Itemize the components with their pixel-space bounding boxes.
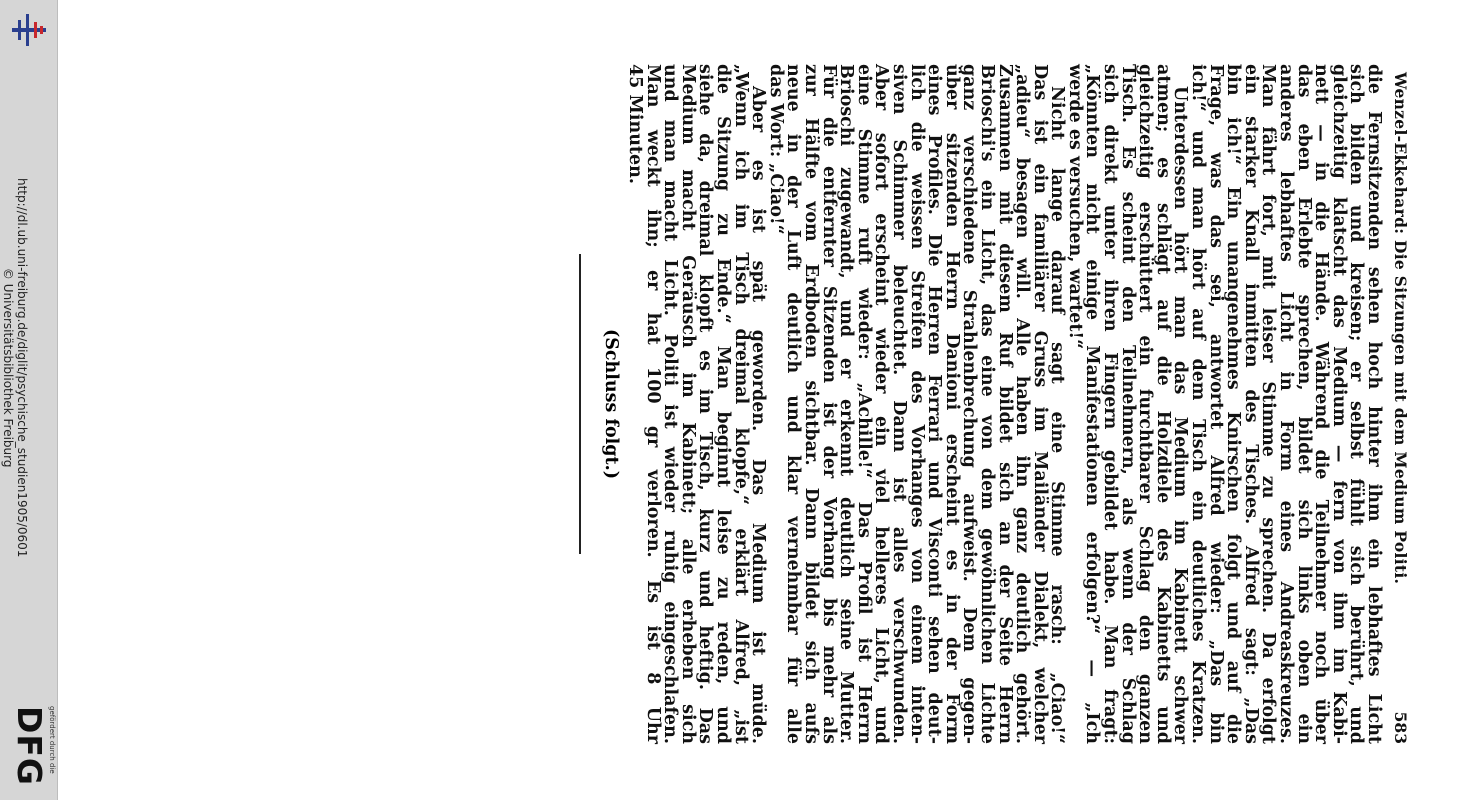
page-number: 583 (1391, 711, 1410, 744)
text-line: siven Schimmer beleuchtet. Dann ist alles verschwunden. (888, 64, 909, 744)
dfg-logo-text: DFG (10, 706, 49, 787)
text-line: Medium macht Geräusch im Kabinett; alle erheben sich (677, 64, 698, 744)
text-line: ich!“ und man hört auf dem Tisch ein deutliches Kratzen. (1188, 64, 1209, 744)
text-line: „Wenn ich im Tisch dreimal klopfe,“ erklärt Alfred, „ist (730, 64, 751, 744)
text-line: die Fernsitzenden sehen hoch hinter ihm ein lebhaftes Licht (1364, 64, 1384, 744)
text-line: 45 Minuten. (625, 64, 646, 184)
text-line: eines Profiles. Die Herren Ferrari und Visconti sehen deut- (924, 64, 945, 744)
text-line: Brioschi zugewandt, und er erkennt deutlich seine Mutter. (836, 64, 857, 744)
text-line: bin ich!“ Ein unangenehmes Knirschen folgt und auf die (1223, 64, 1244, 744)
text-line: nett — in die Hände. Während die Teilnehmer noch über (1311, 64, 1332, 744)
text-line: ganz verschiedene Strahlenbrechung aufweist. Dem gegen- (959, 64, 980, 744)
text-line: Frage, was das sei, antwortet Alfred wieder: „Das bin (1205, 64, 1226, 744)
viewer-sidebar (0, 0, 58, 800)
text-line: das eben Erlebte sprechen, bildet sich links oben ein (1293, 64, 1314, 744)
text-line: Nicht lange darauf sagt eine Stimme rasch: „Ciao!“ (1047, 86, 1068, 744)
scanned-page (285, 64, 1410, 744)
text-line: Brioschi's ein Licht, das eine von dem gewöhnlichen Lichte (976, 64, 997, 744)
text-line: gleichzeitig klatscht das Medium — fern von ihm im Kabi- (1328, 64, 1349, 744)
text-line: zur Hälfte vom Erdboden sichtbar. Dann bildet sich aufs (801, 64, 821, 744)
text-line: neue in der Luft deutlich und klar vernehmbar für alle (783, 64, 804, 744)
running-head: Wenzel-Ekkehard: Die Sitzungen mit dem Medium Politi. (1391, 72, 1410, 585)
text-line: über sitzenden Herrn Danioni erscheint es in der Form (941, 64, 962, 744)
text-line: Man weckt ihn; er hat 100 gr verloren. Es ist 8 Uhr (642, 64, 663, 744)
text-line: eine Stimme ruft wieder: „Achille!“ Das Profil ist Herrn (853, 64, 874, 744)
text-line: Unterdessen hört man das Medium im Kabinett schwer (1170, 86, 1191, 744)
text-line: anderes lebhaftes Licht in Form eines Andreaskreuzes. (1276, 64, 1297, 744)
ub-freiburg-logo-icon (4, 8, 50, 54)
dfg-funding-text: gefördert durch die (48, 706, 56, 774)
page-header (1384, 64, 1410, 744)
text-line: „Könnten nicht einige Manifestationen erfolgen?“ — „Ich (1082, 64, 1103, 744)
text-line: gleichzeitig erschüttert ein furchtbarer Schlag den ganzen (1135, 64, 1156, 744)
source-url-link[interactable]: http://dl.ub.uni-freiburg.de/diglit/psychische_studien1905/0601 (15, 178, 29, 558)
text-line: „adieu“ besagen will. Alle haben ihn ganz deutlich gehört. (1012, 64, 1033, 744)
end-rule (579, 254, 581, 554)
text-line: das Wort: „Ciao!“ (765, 64, 786, 235)
text-line: Zusammen mit diesem Ruf bildet sich an der Seite Herrn (994, 64, 1015, 744)
text-line: Aber es ist spät geworden. Das Medium ist müde. (748, 86, 769, 744)
copyright-text: © Universitätsbibliothek Freiburg (1, 267, 15, 468)
dfg-logo (6, 706, 56, 790)
text-line: siehe da, dreimal klopft es im Tisch, kurz und heftig. Das (695, 64, 716, 744)
text-line: lich die weissen Streifen des Vorhanges von einem inten- (906, 64, 927, 744)
text-line: und man macht Licht. Politi ist wieder ruhig eingeschlafen. (660, 64, 681, 744)
end-rule-wrap (555, 64, 581, 744)
text-line: sich bilden und kreisen; er selbst fühlt sich berührt, und (1346, 64, 1367, 744)
text-line: die Sitzung zu Ende.“ Man beginnt leise zu reden, und (713, 64, 734, 744)
text-line: Tisch. Es scheint den Teilnehmern, als wenn der Schlag (1117, 64, 1138, 744)
closing-note: (Schluss folgt.) (601, 328, 622, 479)
text-line: sich direkt unter ihren Fingern gebildet habe. Man fragt: (1100, 64, 1121, 744)
text-line: Man fährt fort, mit leiser Stimme zu sprechen. Da erfolgt (1258, 64, 1279, 744)
text-line: atmen; es schlägt auf die Holzdiele des Kabinetts und (1152, 64, 1173, 744)
text-line: Für die entfernter Sitzenden ist der Vorhang bis mehr als (818, 64, 839, 744)
text-line: ein starker Knall inmitten des Tisches. Alfred sagt: „Das (1240, 64, 1261, 744)
text-line: werde es versuchen, wartet!“ (1064, 64, 1085, 350)
page-body (625, 64, 1382, 744)
sidebar-source-text (1, 178, 29, 557)
text-line: Das ist ein familiärer Gruss im Mailänder Dialekt, welcher (1029, 64, 1050, 744)
text-line: Aber sofort erscheint wieder ein viel helleres Licht, und (871, 64, 892, 744)
